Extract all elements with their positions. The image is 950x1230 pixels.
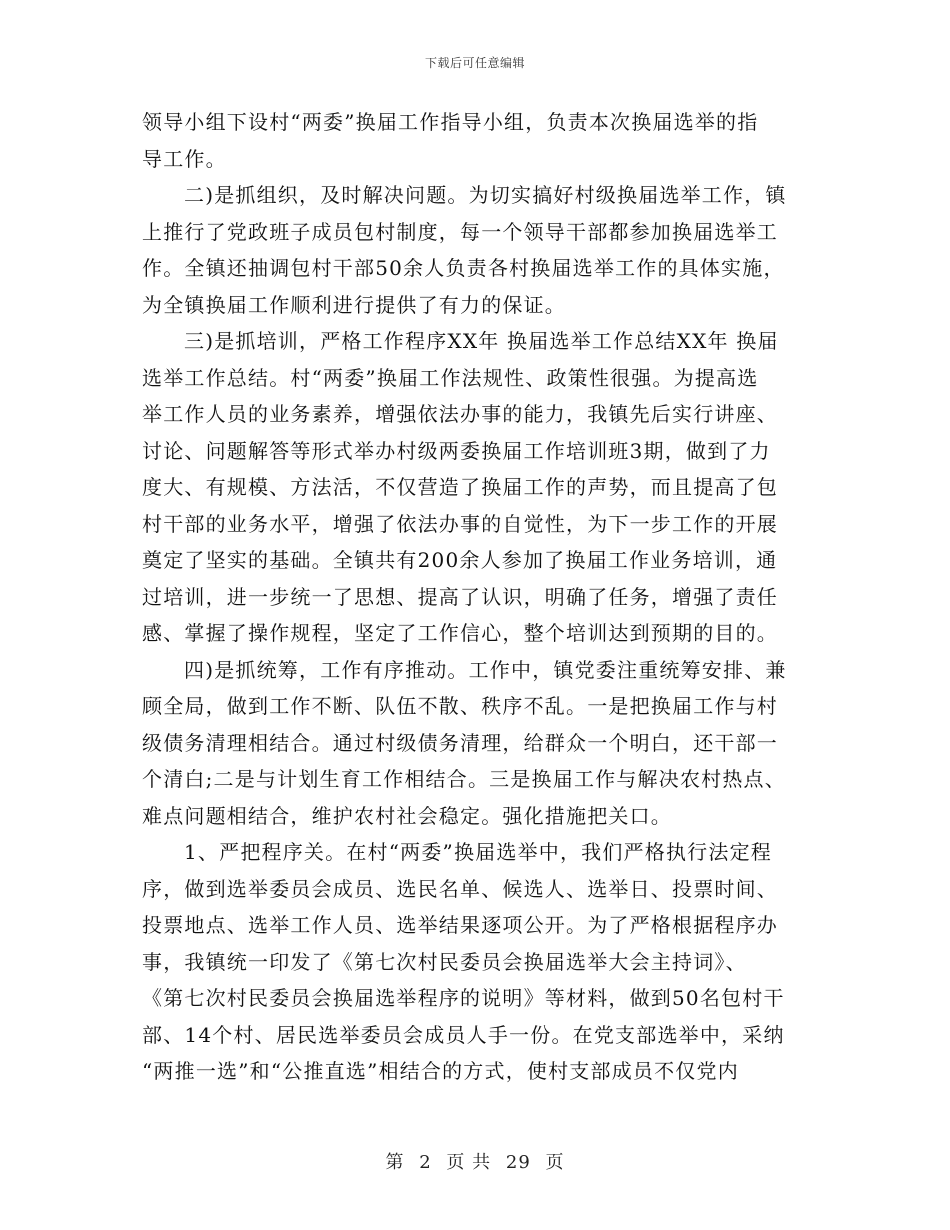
footer-middle: 页 共: [446, 1152, 492, 1173]
text-line: 级债务清理相结合。通过村级债务清理，给群众一个明白，还干部一: [142, 730, 778, 755]
current-page-number: 2: [419, 1152, 432, 1173]
page-header-note: 下载后可任意编辑: [424, 56, 525, 70]
total-page-count: 29: [505, 1152, 531, 1173]
text-line: “两推一选”和“公推直选”相结合的方式，使村支部成员不仅党内: [142, 1059, 739, 1083]
text-line: 举工作人员的业务素养，增强依法办事的能力，我镇先后实行讲座、: [142, 402, 778, 426]
text-line: 事，我镇统一印发了《第七次村民委员会换届选举大会主持词》、: [142, 949, 747, 974]
text-line: 领导小组下设村“两委”换届工作指导小组，负责本次换届选举的指: [142, 110, 759, 134]
document-body: [142, 104, 810, 1090]
text-line: 《第七次村民委员会换届选举程序的说明》等材料，做到50名包村干: [142, 986, 785, 1010]
text-line: 个清白;二是与计划生育工作相结合。三是换届工作与解决农村热点、: [142, 767, 786, 791]
text-line: 投票地点、选举工作人员、选举结果逐项公开。为了严格根据程序办: [142, 913, 778, 937]
footer-prefix: 第: [385, 1152, 405, 1173]
text-line: 难点问题相结合，维护农村社会稳定。强化措施把关口。: [142, 803, 672, 828]
text-line: 度大、有规模、方法活，不仅营造了换届工作的声势，而且提高了包: [142, 475, 778, 499]
text-line: 1、严把程序关。在村“两委”换届选举中，我们严格执行法定程: [184, 840, 772, 864]
text-line: 部、14个村、居民选举委员会成员人手一份。在党支部选举中，采纳: [142, 1022, 785, 1047]
text-line: 选举工作总结。村“两委”换届工作法规性、政策性很强。为提高选: [142, 365, 759, 390]
paragraph: [142, 104, 810, 177]
text-line: 感、掌握了操作规程，坚定了工作信心，整个培训达到预期的目的。: [142, 621, 778, 645]
text-line: 导工作。: [142, 146, 227, 171]
text-line: 四)是抓统筹，工作有序推动。工作中，镇党委注重统筹安排、兼: [184, 657, 787, 682]
text-line: 作。全镇还抽调包村干部50余人负责各村换届选举工作的具体实施，: [142, 256, 785, 280]
text-line: 二)是抓组织，及时解决问题。为切实搞好村级换届选举工作，镇: [184, 183, 787, 207]
page-footer: [0, 1148, 950, 1174]
paragraph: [142, 177, 810, 323]
footer-suffix: 页: [545, 1152, 565, 1173]
text-line: 序，做到选举委员会成员、选民名单、候选人、选举日、投票时间、: [142, 876, 778, 901]
text-line: 过培训，进一步统一了思想、提高了认识，明确了任务，增强了责任: [142, 584, 778, 609]
paragraph: [142, 323, 810, 652]
paragraph: [142, 834, 810, 1090]
text-line: 三)是抓培训，严格工作程序XX年 换届选举工作总结XX年 换届: [184, 329, 779, 353]
text-line: 讨论、问题解答等形式举办村级两委换届工作培训班3期，做到了力: [142, 438, 771, 463]
text-line: 为全镇换届工作顺利进行提供了有力的保证。: [142, 292, 566, 317]
paragraph: [142, 652, 810, 835]
text-line: 奠定了坚实的基础。全镇共有200余人参加了换届工作业务培训，通: [142, 548, 778, 572]
text-line: 顾全局，做到工作不断、队伍不散、秩序不乱。一是把换届工作与村: [142, 694, 778, 718]
text-line: 村干部的业务水平，增强了依法办事的自觉性，为下一步工作的开展: [142, 511, 778, 536]
text-line: 上推行了党政班子成员包村制度，每一个领导干部都参加换届选举工: [142, 219, 778, 244]
